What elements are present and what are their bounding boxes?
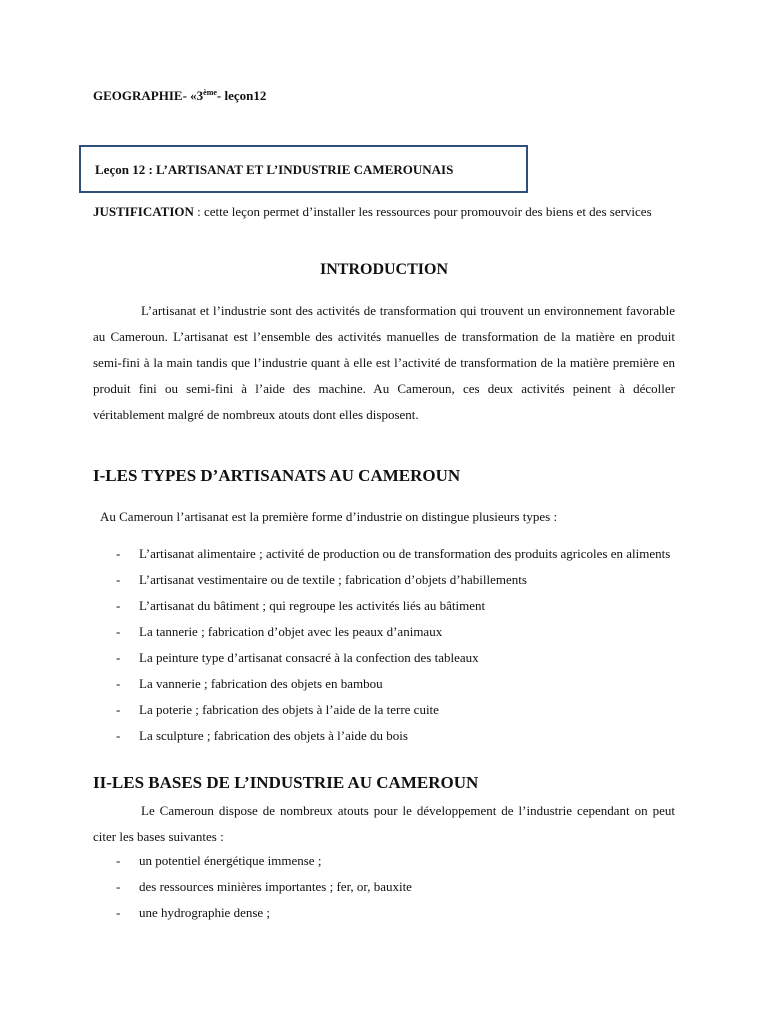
section1-heading: I-LES TYPES D’ARTISANATS AU CAMEROUN bbox=[93, 466, 461, 485]
course-header bbox=[93, 88, 266, 104]
justification-paragraph bbox=[93, 199, 675, 225]
bullet-dash: - bbox=[116, 853, 121, 868]
bullet-dash: - bbox=[116, 650, 121, 665]
justification-label: JUSTIFICATION bbox=[93, 204, 194, 219]
list-item-text: La peinture type d’artisanat consacré à la confection des tableaux bbox=[139, 650, 479, 665]
list-item bbox=[93, 567, 675, 593]
bullet-dash: - bbox=[116, 879, 121, 894]
bullet-dash: - bbox=[116, 702, 121, 717]
list-item bbox=[93, 723, 675, 749]
list-item-text: L’artisanat alimentaire ; activité de production ou de transformation des produits agricoles en aliments bbox=[139, 546, 671, 561]
list-item-text: La poterie ; fabrication des objets à l’aide de la terre cuite bbox=[139, 702, 439, 717]
section1-list bbox=[93, 541, 675, 749]
list-item-text: L’artisanat du bâtiment ; qui regroupe les activités liés au bâtiment bbox=[139, 598, 486, 613]
list-item bbox=[93, 593, 675, 619]
list-item bbox=[93, 697, 675, 723]
section2-heading: II-LES BASES DE L’INDUSTRIE AU CAMEROUN bbox=[93, 773, 479, 792]
introduction-paragraph: L’artisanat et l’industrie sont des activités de transformation qui trouvent un environnement favorable au Cameroun. L’artisanat est l’ensemble des activités manuelles de transformation de la matière en produit semi-fini à la main tandis que l’industrie quant à elle est l’activité de transformation de la matière première en produit fini ou semi-fini à l’aide des machine. Au Cameroun, ces deux activités peinent à décoller véritablement malgré de nombreux atouts dont elles disposent. bbox=[93, 303, 675, 422]
section1-intro: Au Cameroun l’artisanat est la première forme d’industrie on distingue plusieurs types : bbox=[100, 509, 558, 524]
list-item bbox=[93, 848, 675, 874]
list-item bbox=[93, 619, 675, 645]
list-item-text: L’artisanat vestimentaire ou de textile ; fabrication d’objets d’habillements bbox=[139, 572, 527, 587]
lesson-title-box bbox=[79, 145, 528, 193]
section2-list bbox=[93, 848, 675, 926]
bullet-dash: - bbox=[116, 598, 121, 613]
list-item-text: La vannerie ; fabrication des objets en bambou bbox=[139, 676, 383, 691]
introduction-heading: INTRODUCTION bbox=[319, 261, 448, 278]
list-item bbox=[93, 900, 675, 926]
list-item-text: La tannerie ; fabrication d’objet avec les peaux d’animaux bbox=[139, 624, 443, 639]
bullet-dash: - bbox=[116, 572, 121, 587]
course-header-prefix: GEOGRAPHIE- «3 bbox=[93, 88, 204, 103]
justification-text: : cette leçon permet d’installer les ressources pour promouvoir des biens et des services bbox=[193, 204, 652, 219]
course-header-superscript: ème bbox=[203, 88, 217, 97]
list-item-text: un potentiel énergétique immense ; bbox=[139, 853, 322, 868]
list-item bbox=[93, 671, 675, 697]
course-header-suffix: - leçon12 bbox=[216, 88, 267, 103]
bullet-dash: - bbox=[116, 676, 121, 691]
bullet-dash: - bbox=[116, 728, 121, 743]
list-item-text: une hydrographie dense ; bbox=[139, 905, 271, 920]
bullet-dash: - bbox=[116, 546, 121, 561]
list-item bbox=[93, 645, 675, 671]
section2-paragraph: Le Cameroun dispose de nombreux atouts pour le développement de l’industrie cependant on peut citer les bases suivantes : bbox=[93, 803, 675, 844]
list-item bbox=[93, 541, 675, 567]
list-item-text: des ressources minières importantes ; fer, or, bauxite bbox=[139, 879, 412, 894]
bullet-dash: - bbox=[116, 624, 121, 639]
lesson-title: Leçon 12 : L’ARTISANAT ET L’INDUSTRIE CAMEROUNAIS bbox=[95, 162, 454, 177]
bullet-dash: - bbox=[116, 905, 121, 920]
list-item bbox=[93, 874, 675, 900]
list-item-text: La sculpture ; fabrication des objets à l’aide du bois bbox=[139, 728, 408, 743]
